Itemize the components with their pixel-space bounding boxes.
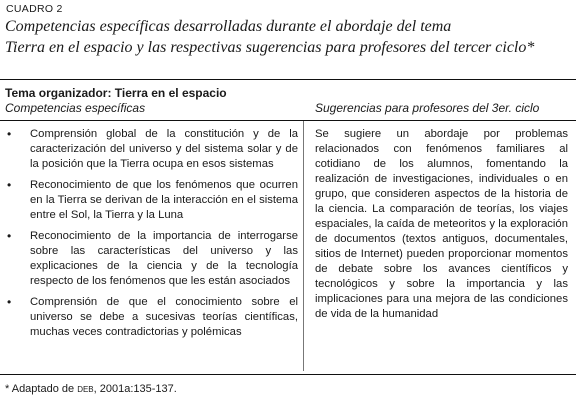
- footnote-suffix: , 2001a:135-137.: [93, 383, 177, 395]
- column-header-suggestions: Sugerencias para profesores del 3er. ciclo: [315, 101, 540, 115]
- caption-line-1: Competencias específicas desarrolladas durante el abordaje del tema: [5, 18, 452, 35]
- organizer-heading: Tema organizador: Tierra en el espacio: [5, 86, 227, 100]
- list-item: [0, 229, 300, 289]
- competency-text: Comprensión global de la constitución y de la caracterización del universo y del sistema solar y de la posición que la Tierra ocupa en esos sistemas: [30, 128, 298, 170]
- box-label: CUADRO 2: [6, 3, 63, 15]
- list-item: [0, 178, 300, 223]
- competencies-list: [0, 127, 300, 346]
- header-rule: [0, 120, 576, 121]
- competency-text: Comprensión de que el conocimiento sobre el universo se debe a sucesivas teorías científicas, muchas veces contradictorias y polémicas: [30, 296, 298, 338]
- suggestions-text: Se sugiere un abordaje por problemas relacionados con fenómenos familiares al cotidiano de los alumnos, fomentando la realización de investigaciones, individuales o en grupo, que consideren aspectos de la historia de la ciencia. La comparación de teorías, los viajes espaciales, la caída de meteoritos y la exploración de documentos (textos antiguos, documentales, sitios de Internet) pueden proporcionar momentos de debate sobre los avances científicos y tecnológicos y sobre la importancia y las implicaciones para una mejora de las condiciones de vida de la humanidad: [315, 128, 568, 320]
- bullet-icon: •: [7, 295, 12, 309]
- competency-text: Reconocimiento de que los fenómenos que ocurren en la Tierra se derivan de la interacción en el sistema entre el Sol, la Tierra y la Luna: [30, 179, 298, 221]
- column-divider: [303, 121, 304, 371]
- bullet-icon: •: [7, 229, 12, 243]
- table-caption: [5, 16, 571, 58]
- caption-line-2: Tierra en el espacio y las respectivas sugerencias para profesores del tercer ciclo*: [5, 39, 535, 56]
- bottom-rule: [0, 374, 576, 375]
- footnote-prefix: * Adaptado de: [5, 383, 78, 395]
- column-header-competencies: Competencias específicas: [5, 101, 146, 115]
- competency-text: Reconocimiento de la importancia de interrogarse sobre las características del universo y las explicaciones de la ciencia y de la tecnología respecto de los fenómenos que les están asociados: [30, 230, 298, 287]
- bullet-icon: •: [7, 127, 12, 141]
- bullet-icon: •: [7, 178, 12, 192]
- footnote: [5, 383, 177, 395]
- list-item: [0, 295, 300, 340]
- top-rule: [0, 79, 576, 80]
- footnote-source: deb: [77, 383, 94, 395]
- list-item: [0, 127, 300, 172]
